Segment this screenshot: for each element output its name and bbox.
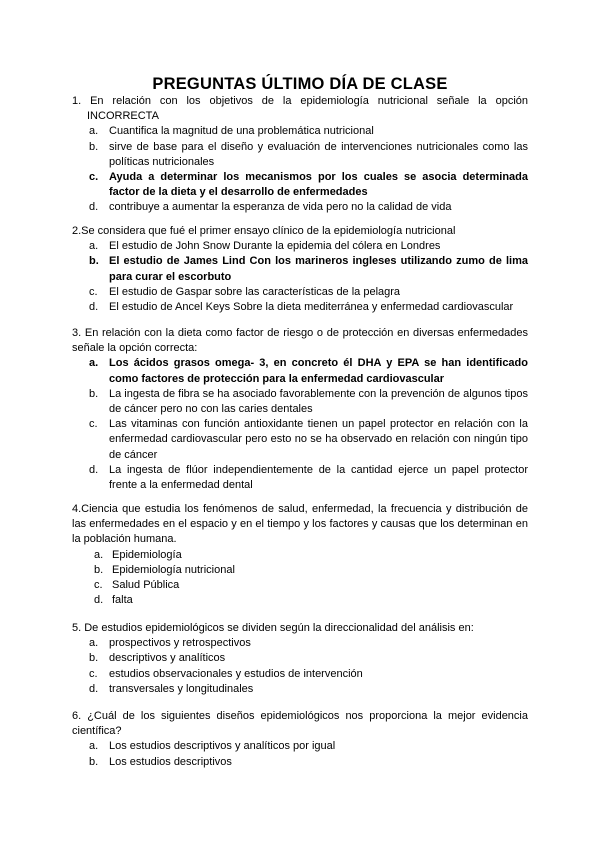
option-d: d. contribuye a aumentar la esperanza de vida pero no la calidad de vida [89, 201, 452, 214]
option-b: b. descriptivos y analíticos [89, 652, 226, 665]
question-4 [72, 502, 528, 608]
options-list [72, 636, 528, 697]
question-1 [72, 94, 528, 216]
question-5 [72, 621, 528, 697]
question-stem: 4.Ciencia que estudia los fenómenos de salud, enfermedad, la frecuencia y distribución de las enfermedades en el espacio y en el tiempo y los factores y causas que los determinan en la población humana. [72, 503, 528, 546]
option-c: c. Las vitaminas con función antioxidante tienen un papel protector en relación con la enfermedad cardiovascular pero esto no se ha observado en relación con ningún tipo de cáncer [89, 418, 528, 461]
option-d: d. falta [94, 594, 133, 607]
option-b: b. La ingesta de fibra se ha asociado favorablemente con la prevención de algunos tipos de cáncer pero no con las caries dentales [89, 387, 528, 416]
option-a: a. Epidemiología [94, 548, 182, 561]
options-list [72, 739, 528, 769]
question-stem: 3. En relación con la dieta como factor de riesgo o de protección en diversas enfermedades señale la opción correcta: [72, 327, 528, 355]
option-b: b. El estudio de James Lind Con los marineros ingleses utilizando zumo de lima para curar el escorbuto [89, 255, 528, 283]
question-6 [72, 709, 528, 770]
option-b: b. sirve de base para el diseño y evaluación de intervenciones nutricionales como las políticas nutricionales [89, 140, 528, 168]
page-title: PREGUNTAS ÚLTIMO DÍA DE CLASE [152, 75, 448, 93]
options-list [72, 124, 528, 215]
option-a: a. Los ácidos grasos omega- 3, en concreto él DHA y EPA se han identificado como factores de protección para la enfermedad cardiovascular [89, 357, 528, 385]
option-b: b. Epidemiología nutricional [94, 563, 235, 576]
option-a: a. prospectivos y retrospectivos [89, 637, 251, 650]
question-stem: 6. ¿Cuál de los siguientes diseños epidemiológicos nos proporciona la mejor evidencia científica? [72, 710, 528, 738]
option-b: b. Los estudios descriptivos [89, 755, 232, 768]
option-d: d. La ingesta de flúor independientemente de la cantidad ejerce un papel protector frente a la enfermedad dental [89, 463, 528, 492]
question-3 [72, 326, 528, 493]
option-d: d. El estudio de Ancel Keys Sobre la dieta mediterránea y enfermedad cardiovascular [89, 301, 514, 314]
option-a: a. Cuantifica la magnitud de una problemática nutricional [89, 125, 374, 138]
option-d: d. transversales y longitudinales [89, 682, 254, 695]
question-stem: 5. De estudios epidemiológicos se dividen según la direccionalidad del análisis en: [72, 622, 474, 634]
option-c: c. Salud Pública [94, 579, 180, 592]
option-c: c. El estudio de Gaspar sobre las características de la pelagra [89, 285, 401, 298]
question-2 [72, 224, 528, 315]
options-list [72, 239, 528, 315]
options-list [72, 356, 528, 493]
option-a: a. Los estudios descriptivos y analíticos por igual [89, 740, 336, 753]
option-a: a. El estudio de John Snow Durante la epidemia del cólera en Londres [89, 240, 441, 253]
question-stem: 2.Se considera que fué el primer ensayo clínico de la epidemiología nutricional [72, 225, 456, 237]
question-stem: 1. En relación con los objetivos de la epidemiología nutricional señale la opción INCORRECTA [72, 95, 528, 123]
option-c: c. estudios observacionales y estudios de intervención [89, 667, 363, 680]
option-c: c. Ayuda a determinar los mecanismos por los cuales se asocia determinada factor de la dieta y el desarrollo de enfermedades [89, 171, 528, 199]
options-list [72, 548, 528, 609]
